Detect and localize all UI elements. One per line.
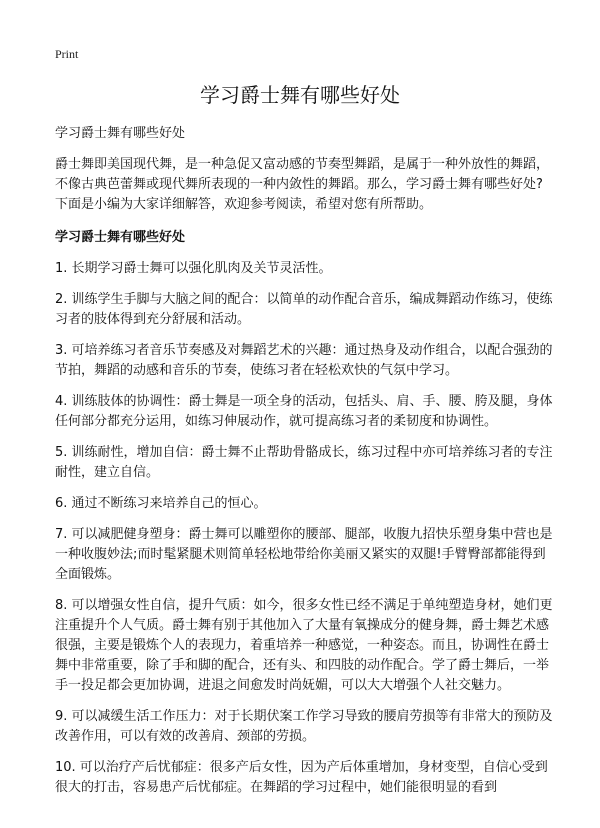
benefit-item: 9. 可以减缓生活工作压力：对于长期伏案工作学习导致的腰肩劳损等有非常大的预防及改善作用，可以有效的改善肩、颈部的劳损。 — [55, 709, 553, 744]
benefit-item: 6. 通过不断练习来培养自己的恒心。 — [55, 496, 267, 511]
article-intro: 爵士舞即美国现代舞，是一种急促又富动感的节奏型舞蹈，是属于一种外放性的舞蹈，不像古典芭蕾舞或现代舞所表现的一种内敛性的舞蹈。那么，学习爵士舞有哪些好处?下面是小编为大家详细解答，欢迎参考阅读，希望对您有所帮助。 — [55, 157, 550, 212]
benefit-item: 5. 训练耐性，增加自信：爵士舞不止帮助骨骼成长，练习过程中亦可培养练习者的专注耐性，建立自信。 — [55, 445, 553, 480]
section-heading: 学习爵士舞有哪些好处 — [55, 230, 186, 245]
print-link[interactable]: Print — [55, 47, 79, 61]
benefit-item: 7. 可以减肥健身塑身：爵士舞可以雕塑你的腰部、腿部，收腹九招快乐塑身集中营也是一种收腹妙法;而时髦紧腿术则简单轻松地带给你美丽又紧实的双腿!手臂臀部都能得到全面锻炼。 — [55, 527, 553, 582]
benefits-list — [55, 259, 553, 798]
benefit-item: 2. 训练学生手脚与大脑之间的配合：以简单的动作配合音乐，编成舞蹈动作练习，使练习者的肢体得到充分舒展和活动。 — [55, 292, 553, 327]
article-body — [55, 124, 553, 809]
article-subtitle: 学习爵士舞有哪些好处 — [55, 126, 186, 141]
benefit-item: 10. 可以治疗产后忧郁症：很多产后女性，因为产后体重增加，身材变型，自信心受到很大的打击，容易患产后忧郁症。在舞蹈的学习过程中，她们能很明显的看到 — [55, 760, 548, 795]
benefit-item: 3. 可培养练习者音乐节奏感及对舞蹈艺术的兴趣：通过热身及动作组合，以配合强劲的节拍，舞蹈的动感和音乐的节奏，使练习者在轻松欢快的气氛中学习。 — [55, 343, 553, 378]
benefit-item: 1. 长期学习爵士舞可以强化肌肉及关节灵活性。 — [55, 261, 332, 276]
page-title: 学习爵士舞有哪些好处 — [200, 83, 400, 107]
benefit-item: 4. 训练肢体的协调性：爵士舞是一项全身的活动，包括头、肩、手、腰、胯及腿，身体任何部分都充分运用，如练习伸展动作，就可提高练习者的柔韧度和协调性。 — [55, 394, 553, 429]
benefit-item: 8. 可以增强女性自信，提升气质：如今，很多女性已经不满足于单纯塑造身材，她们更注重提升个人气质。爵士舞有别于其他加入了大量有氧操成分的健身舞，爵士舞艺术感很强，主要是锻炼个人的表现力，着重培养一种感觉，一种姿态。而且，协调性在爵士舞中非常重要，除了手和脚的配合，还有头、和四肢的动作配合。学了爵士舞后，一举手一投足都会更加协调，进退之间愈发时尚妩媚，可以大大增强个人社交魅力。 — [55, 598, 553, 693]
